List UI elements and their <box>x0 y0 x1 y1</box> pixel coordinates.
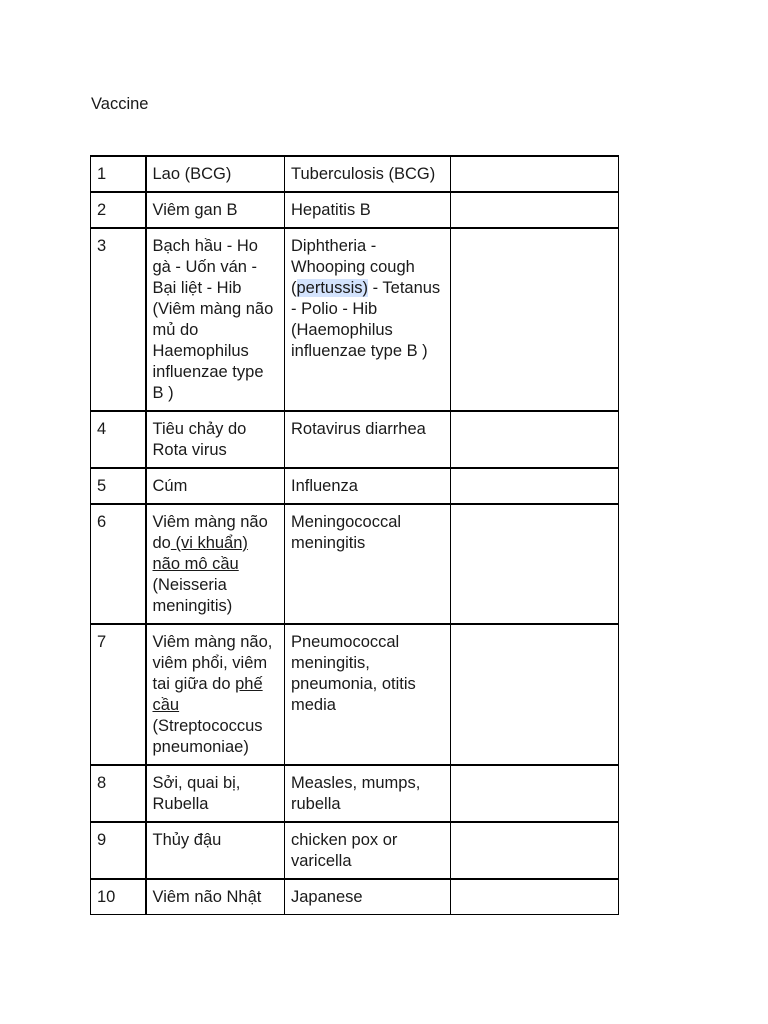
table-row <box>91 624 619 765</box>
table-row <box>91 411 619 468</box>
vietnamese-name: Bạch hầu - Ho gà - Uốn ván - Bại liệt - Hib (Viêm màng não mủ do Haemophilus influenzae type B ) <box>146 228 285 411</box>
english-name: Measles, mumps, rubella <box>285 765 451 822</box>
table-row <box>91 879 619 915</box>
vietnamese-name-text: (Neisseria meningitis) <box>152 576 233 615</box>
empty-cell <box>451 822 619 879</box>
english-name: Rotavirus diarrhea <box>285 411 451 468</box>
english-name: Influenza <box>285 468 451 504</box>
underlined-text: phế cầu <box>152 675 263 714</box>
empty-cell <box>451 411 619 468</box>
row-number: 5 <box>91 468 146 504</box>
vietnamese-name <box>146 504 285 624</box>
vietnamese-name: Viêm gan B <box>146 192 285 228</box>
table-row <box>91 504 619 624</box>
english-name-text: Diphtheria - Whooping cough ( <box>291 237 415 297</box>
table-row <box>91 765 619 822</box>
row-number: 4 <box>91 411 146 468</box>
table-row <box>91 156 619 192</box>
row-number: 10 <box>91 879 146 915</box>
table-row <box>91 192 619 228</box>
vietnamese-name: Viêm não Nhật <box>146 879 285 915</box>
vietnamese-name-text: Viêm màng não do <box>152 513 268 552</box>
vietnamese-name-text: (Streptococcus pneumoniae) <box>152 717 263 756</box>
page-title: Vaccine <box>91 95 149 113</box>
empty-cell <box>451 765 619 822</box>
vietnamese-name: Thủy đậu <box>146 822 285 879</box>
row-number: 6 <box>91 504 146 624</box>
row-number: 8 <box>91 765 146 822</box>
english-name: Hepatitis B <box>285 192 451 228</box>
row-number: 7 <box>91 624 146 765</box>
english-name: chicken pox or varicella <box>285 822 451 879</box>
english-name <box>285 228 451 411</box>
english-name: Meningococcal meningitis <box>285 504 451 624</box>
vietnamese-name: Lao (BCG) <box>146 156 285 192</box>
english-name-text: - Tetanus - Polio - Hib (Haemophilus influenzae type B ) <box>291 279 441 360</box>
table-row <box>91 822 619 879</box>
highlighted-text: pertussis) <box>296 279 369 297</box>
empty-cell <box>451 156 619 192</box>
row-number: 2 <box>91 192 146 228</box>
empty-cell <box>451 624 619 765</box>
empty-cell <box>451 468 619 504</box>
vaccine-table <box>90 155 619 915</box>
empty-cell <box>451 228 619 411</box>
vietnamese-name: Tiêu chảy do Rota virus <box>146 411 285 468</box>
english-name: Pneumococcal meningitis, pneumonia, otitis media <box>285 624 451 765</box>
row-number: 3 <box>91 228 146 411</box>
english-name: Tuberculosis (BCG) <box>285 156 451 192</box>
vietnamese-name <box>146 624 285 765</box>
english-name: Japanese <box>285 879 451 915</box>
table-row <box>91 468 619 504</box>
empty-cell <box>451 192 619 228</box>
row-number: 1 <box>91 156 146 192</box>
table-row <box>91 228 619 411</box>
vietnamese-name-text: Viêm màng não, viêm phổi, viêm tai giữa do <box>152 633 273 693</box>
vietnamese-name: Cúm <box>146 468 285 504</box>
underlined-text: (vi khuẩn) não mô cầu <box>152 534 248 573</box>
vietnamese-name: Sởi, quai bị, Rubella <box>146 765 285 822</box>
empty-cell <box>451 504 619 624</box>
empty-cell <box>451 879 619 915</box>
row-number: 9 <box>91 822 146 879</box>
